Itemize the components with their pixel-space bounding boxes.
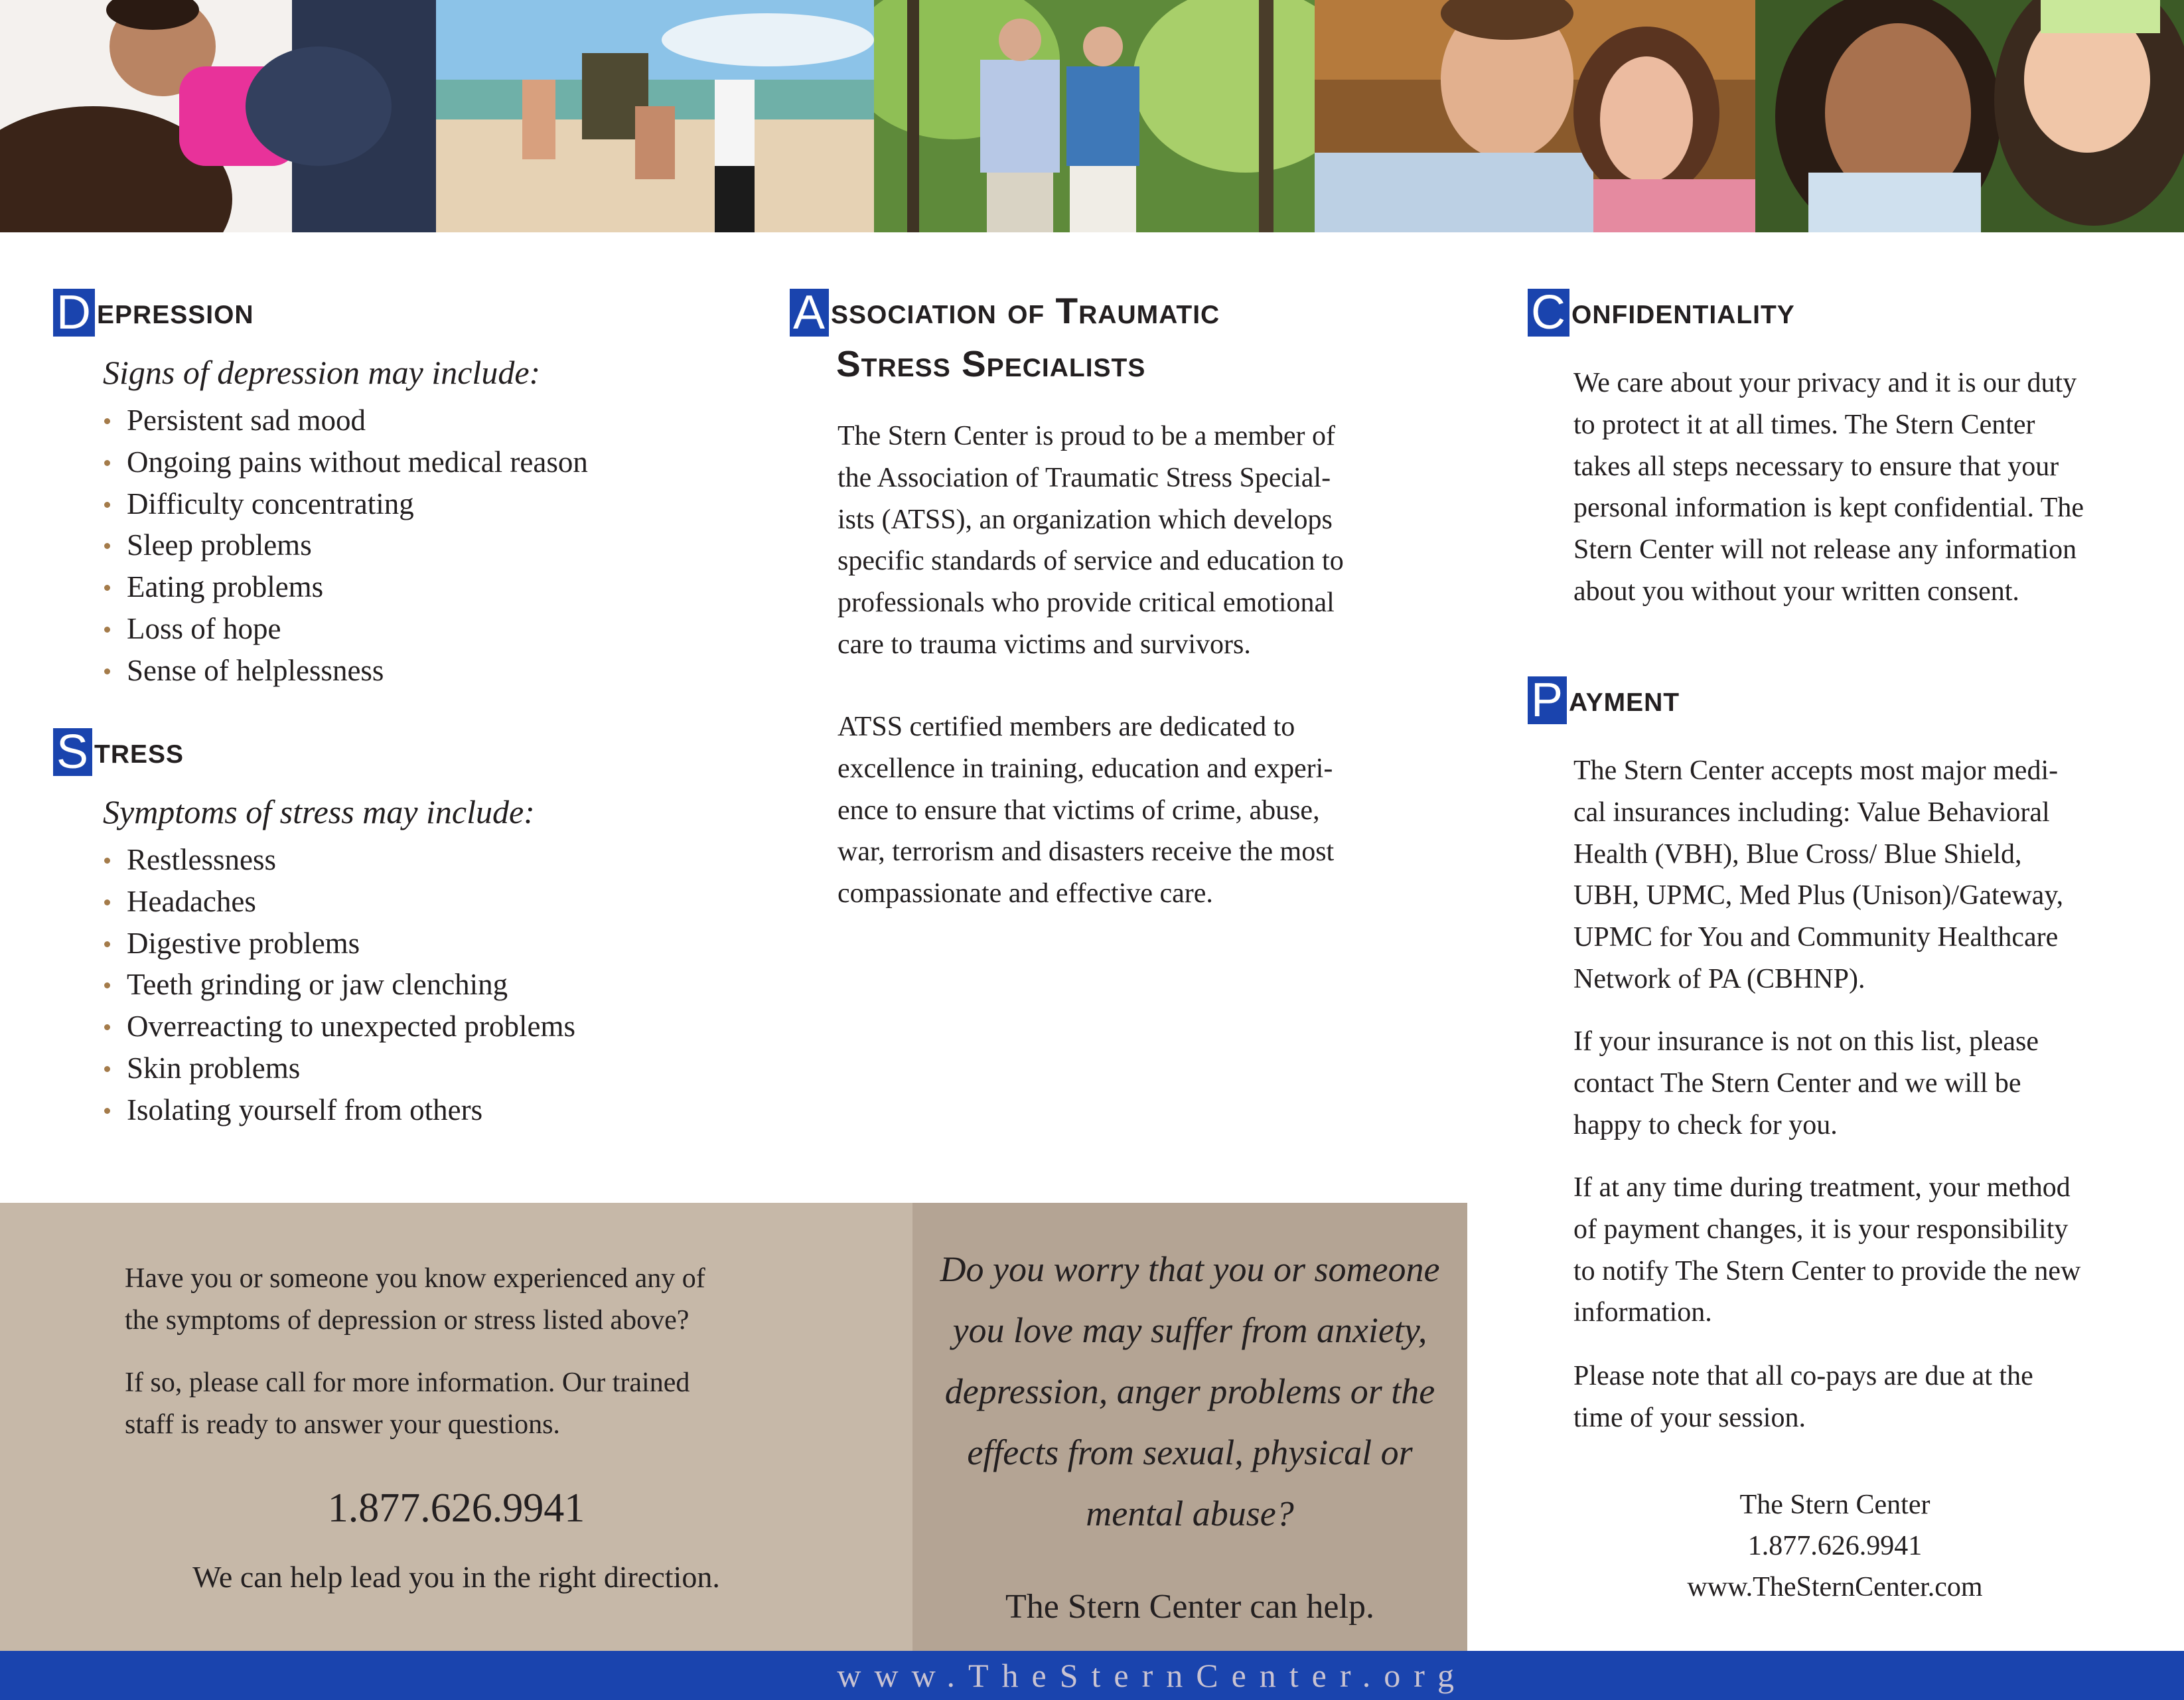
footer-bar [0,1651,2184,1700]
list-item: Digestive problems [103,923,575,965]
atss-heading [790,284,1220,337]
list-item: Restlessness [103,839,575,881]
contact-name: The Stern Center [1739,1490,1930,1520]
bullet-icon [104,668,110,674]
payment-title: ayment [1569,678,1680,719]
bullet-icon [104,1024,110,1030]
list-item: Headaches [103,881,575,923]
payment-paragraph-3: If at any time during treatment, your method of payment changes, it is your responsibility to notify The Stern Center to provide the new information. [1573,1172,2081,1328]
payment-paragraph-2: If your insurance is not on this list, please contact The Stern Center and we will be happy to check for you. [1573,1026,2039,1140]
atss-title-line2: Stress Specialists [836,343,1146,384]
confidentiality-paragraph: We care about your privacy and it is our duty to protect it at all times. The Stern Center takes all steps necessary to ensure that your personal information is kept confidential. The Stern Center will not release any information about you without your written consent. [1573,368,2084,607]
contact-website[interactable]: www.TheSternCenter.com [1687,1572,1983,1602]
family-beach-jumping-photo [436,0,874,232]
bullet-icon [104,941,110,947]
bullet-icon [104,502,110,508]
bullet-icon [104,1066,110,1072]
list-item: Skin problems [103,1047,575,1089]
confidentiality-title: onfidentiality [1571,290,1795,331]
panel-question: Have you or someone you know experienced any of the symptoms of depression or stress listed above? [125,1263,705,1336]
list-item: Ongoing pains without medical reason [103,441,588,483]
bullet-icon [104,627,110,633]
panel-phone-number[interactable]: 1.877.626.9941 [327,1486,585,1531]
contact-block [1579,1484,2090,1608]
atss-cap: A [790,289,829,337]
worry-question: Do you worry that you or someone you love may suffer from anxiety, depression, anger problems or the effects from sexual, physical or mental abuse? [940,1249,1440,1533]
bullet-icon [104,1108,110,1114]
list-item: Sleep problems [103,524,588,566]
panel-tagline: We can help lead you in the right direction. [192,1560,720,1594]
atss-heading-line2 [836,337,1145,390]
bullet-icon [104,543,110,549]
atss-title-line1: ssociation of Traumatic [831,290,1220,331]
payment-cap: P [1528,676,1567,724]
list-item: Difficulty concentrating [103,483,588,525]
depression-list [103,400,588,692]
confidentiality-heading [1528,284,1795,337]
contact-phone[interactable]: 1.877.626.9941 [1747,1531,1923,1561]
atss-paragraph-1: The Stern Center is proud to be a member of the Association of Traumatic Stress Special- ists (ATSS), an organization which develops specific standards of service and education to professionals who provide critical emotional care to trauma victims and survivors. [837,421,1344,660]
bullet-icon [104,585,110,591]
list-item: Eating problems [103,566,588,608]
panel-call-text: If so, please call for more information. Our trained staff is ready to answer your questions. [125,1367,690,1440]
bullet-icon [104,858,110,864]
atss-paragraph-2: ATSS certified members are dedicated to excellence in training, education and experi- ence to ensure that victims of crime, abuse, war, terrorism and disasters receive the most compassionate and effective care. [837,712,1335,909]
bullet-icon [104,460,110,466]
depression-title: epression [97,290,254,331]
depression-heading [53,284,254,337]
list-item: Overreacting to unexpected problems [103,1006,575,1047]
depression-intro: Signs of depression may include: [103,354,541,391]
father-kissing-baby-photo [0,0,436,232]
help-statement: The Stern Center can help. [1005,1588,1374,1626]
bullet-icon [104,899,110,905]
depression-cap: D [53,289,95,337]
payment-heading [1528,672,1680,725]
list-item: Sense of helplessness [103,650,588,692]
confidentiality-cap: C [1528,289,1569,337]
stress-intro: Symptoms of stress may include: [103,793,535,830]
list-item: Loss of hope [103,608,588,650]
list-item: Teeth grinding or jaw clenching [103,964,575,1006]
two-girls-on-grass-photo [1755,0,2184,232]
list-item: Isolating yourself from others [103,1089,575,1131]
stress-list [103,839,575,1131]
bullet-icon [104,982,110,988]
footer-website-link[interactable]: www.TheSternCenter.org [837,1657,1467,1694]
list-item: Persistent sad mood [103,400,588,441]
stress-title: tress [94,730,184,771]
stress-cap: S [53,728,92,776]
bullet-icon [104,418,110,424]
payment-paragraph-4: Please note that all co-pays are due at the time of your session. [1573,1361,2033,1433]
stress-heading [53,724,184,777]
payment-paragraph-1: The Stern Center accepts most major medi- cal insurances including: Value Behavioral Health (VBH), Blue Cross/ Blue Shield, UBH, UPMC, Med Plus (Unison)/Gateway, UPMC for You and Community Healthcare Network of PA (CBHNP). [1573,755,2064,994]
senior-couple-walking-photo [874,0,1315,232]
smiling-couple-photo [1315,0,1755,232]
